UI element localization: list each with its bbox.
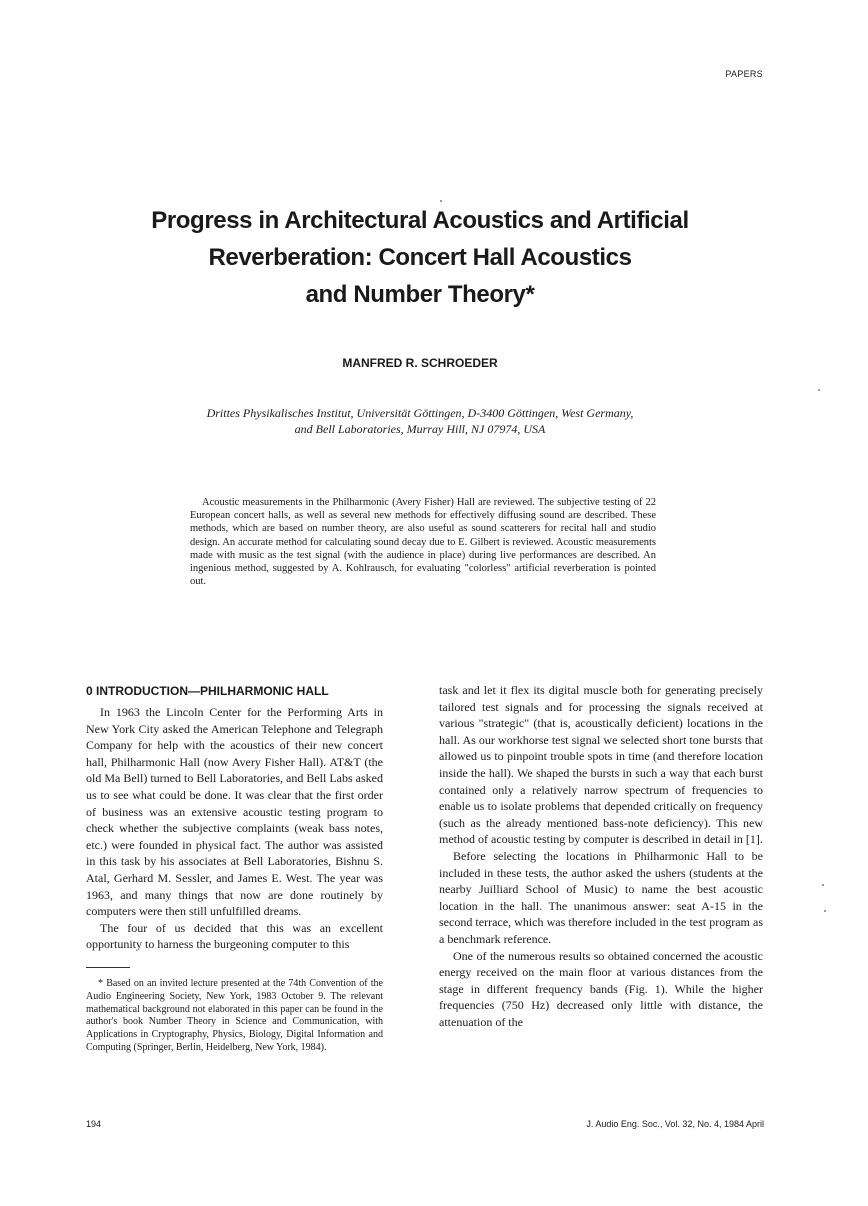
scan-speck: [822, 884, 824, 886]
body-paragraph: One of the numerous results so obtained concerned the acoustic energy received on the main floor at various distances from the stage in different frequency bands (Fig. 1). While the higher frequencies (750 Hz) decreased only little with distance, the attenuation of the: [439, 948, 763, 1029]
scan-speck: [818, 389, 820, 391]
title-line: Reverberation: Concert Hall Acoustics: [208, 244, 632, 271]
section-label: PAPERS: [725, 69, 763, 79]
left-column: [86, 684, 383, 1065]
journal-citation: J. Audio Eng. Soc., Vol. 32, No. 4, 1984 April: [586, 1119, 764, 1129]
paper-title: [80, 202, 760, 313]
footnote-divider: [86, 967, 130, 968]
body-paragraph: The four of us decided that this was an excellent opportunity to harness the burgeoning computer to this: [86, 920, 383, 952]
affiliation-line: and Bell Laboratories, Murray Hill, NJ 07974, USA: [294, 422, 546, 436]
footnote: * Based on an invited lecture presented at the 74th Convention of the Audio Engineering Society, New York, 1983 October 9. The relevant mathematical background not elaborated in this paper can be found in the author's book Number Theory in Science and Communication, with Applications in Cryptography, Physics, Biology, Digital Information and Computing (Springer, Berlin, Heidelberg, New York, 1984).: [86, 977, 383, 1053]
author-affiliation: [100, 405, 740, 437]
title-line: Progress in Architectural Acoustics and Artificial: [151, 207, 689, 234]
abstract: Acoustic measurements in the Philharmonic (Avery Fisher) Hall are reviewed. The subjective testing of 22 European concert halls, as well as several new methods for effectively diffusing sound are described. These methods, which are based on number theory, are also useful as sound scatterers for recital hall and studio design. An accurate method for calculating sound decay due to E. Gilbert is reviewed. Acoustic measurements made with music as the test signal (with the audience in place) during live performances are described. An ingenious method, suggested by A. Kohlrausch, for evaluating "colorless" artificial reverberation is pointed out.: [190, 497, 656, 588]
scan-speck: [440, 200, 442, 202]
page-number: 194: [86, 1119, 102, 1129]
scan-speck: [824, 910, 826, 912]
body-paragraph: task and let it flex its digital muscle both for generating precisely tailored test signals and for processing the signals received at various "strategic" (that is, acoustically deficient) locations in the hall. As our workhorse test signal we selected short tone bursts that allowed us to pinpoint trouble spots in time (and therefore location inside the hall). We shaped the bursts in such a way that each burst contained only a relatively narrow spectrum of frequencies to enable us to isolate problems that depended critically on frequency (such as the already mentioned bass-note deficiency). This new method of acoustic testing by computer is described in detail in [1].: [439, 683, 763, 847]
section-heading: 0 INTRODUCTION—PHILHARMONIC HALL: [86, 684, 329, 698]
body-paragraph: Before selecting the locations in Philharmonic Hall to be included in these tests, the author asked the ushers (students at the nearby Juilliard School of Music) to name the best acoustic location in the hall. The unanimous answer: seat A-15 in the second terrace, which was therefore included in the test program as a benchmark reference.: [439, 848, 763, 946]
title-line: and Number Theory*: [305, 281, 535, 308]
body-paragraph: In 1963 the Lincoln Center for the Performing Arts in New York City asked the American Telephone and Telegraph Company for help with the acoustics of their new concert hall, Philharmonic Hall (now Avery Fisher Hall). AT&T (the old Ma Bell) turned to Bell Laboratories, and Bell Labs asked us to see what could be done. It was clear that the first order of business was an extensive acoustic testing program to check whether the subjective complaints (weak bass notes, etc.) were founded in physical fact. The author was assisted in this task by his associates at Bell Laboratories, Bishnu S. Atal, Gerhard M. Sessler, and James E. West. The year was 1963, and many things that now are done routinely by computers were then still unfulfilled dreams.: [86, 705, 383, 919]
right-column: [439, 682, 763, 1030]
author-name: MANFRED R. SCHROEDER: [342, 356, 498, 370]
affiliation-line: Drittes Physikalisches Institut, Universität Göttingen, D-3400 Göttingen, West Germany,: [206, 406, 634, 420]
